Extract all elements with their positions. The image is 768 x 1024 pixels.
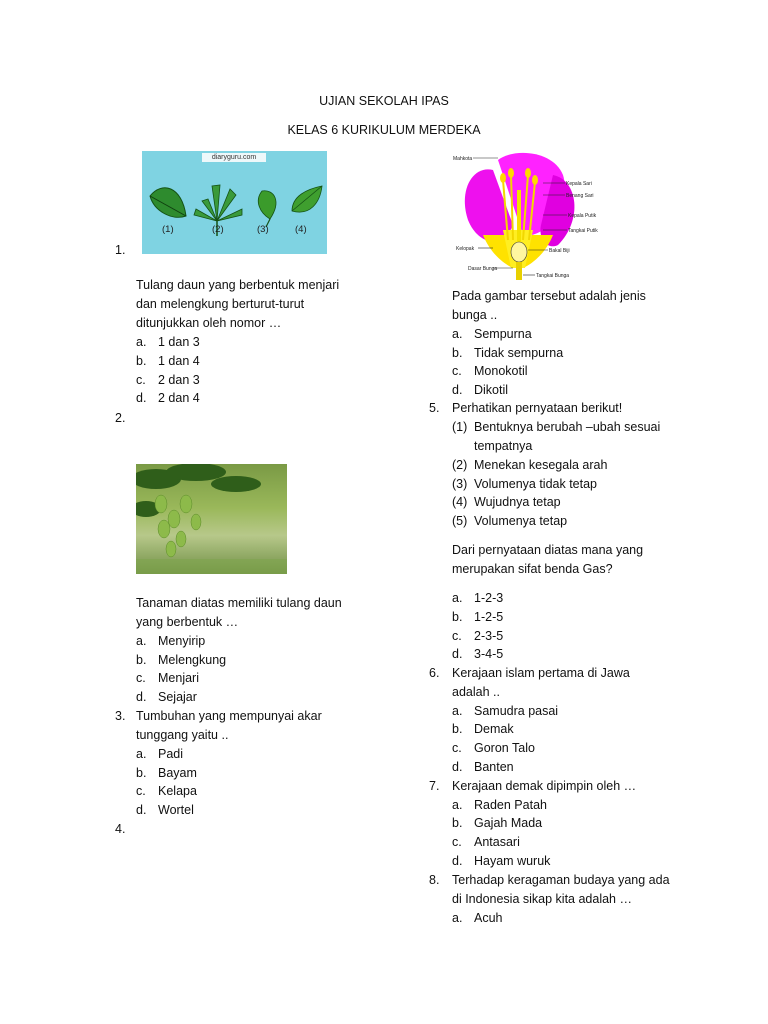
q1-option-letter: b. — [136, 354, 147, 368]
q7-option-letter: d. — [452, 854, 463, 868]
q5-option-text: 1-2-5 — [474, 610, 504, 624]
q8-option-text: Acuh — [474, 911, 503, 925]
q7-option-letter: a. — [452, 798, 463, 812]
q5-statement-text: Bentuknya berubah –ubah sesuai — [474, 420, 661, 434]
flower-label-tangkai-putik: Tangkai Putik — [568, 228, 598, 234]
q7-option-text: Antasari — [474, 835, 520, 849]
q1-text-line: dan melengkung berturut-turut — [136, 297, 305, 311]
q2-option-letter: a. — [136, 634, 147, 648]
q7-option-text: Gajah Mada — [474, 816, 543, 830]
q3-option-text: Padi — [158, 747, 184, 761]
leaf-label-2: (2) — [212, 224, 224, 235]
q4-number: 4. — [115, 822, 126, 836]
q2-option-letter: c. — [136, 671, 146, 685]
q4-option-text: Tidak sempurna — [474, 346, 564, 360]
q2-number: 2. — [115, 411, 126, 425]
flower-label-benang-sari: Benang Sari — [566, 193, 594, 199]
q7-text-line: Kerajaan demak dipimpin oleh … — [452, 779, 637, 793]
q6-text-line: Kerajaan islam pertama di Jawa — [452, 666, 630, 680]
leaf-label-1: (1) — [162, 224, 174, 235]
q3-option-text: Wortel — [158, 803, 194, 817]
q6-option-text: Demak — [474, 722, 514, 736]
q1-option-text: 1 dan 3 — [158, 335, 200, 349]
q6-option-letter: b. — [452, 722, 463, 736]
q5-statement-num: (1) — [452, 420, 468, 434]
q3-option-text: Kelapa — [158, 784, 197, 798]
q1-text-line: ditunjukkan oleh nomor … — [136, 316, 282, 330]
exam-title: UJIAN SEKOLAH IPAS — [319, 94, 449, 108]
q5-statement-text: Volumenya tetap — [474, 514, 568, 528]
q2-text-line: Tanaman diatas memiliki tulang daun — [136, 596, 342, 610]
q5-statement-text: Menekan kesegala arah — [474, 458, 608, 472]
q1-option-letter: a. — [136, 335, 147, 349]
q6-option-letter: c. — [452, 741, 462, 755]
watermark: diaryguru.com — [202, 153, 266, 162]
q2-option-letter: d. — [136, 690, 147, 704]
q5-text: Perhatikan pernyataan berikut! — [452, 401, 623, 415]
q2-option-text: Melengkung — [158, 653, 227, 667]
flower-label-kelopak: Kelopak — [456, 246, 475, 252]
q1-option-letter: d. — [136, 391, 147, 405]
q3-number: 3. — [115, 709, 126, 723]
q2-option-text: Sejajar — [158, 690, 197, 704]
q2-text-line: yang berbentuk … — [136, 615, 239, 629]
q2-option-text: Menjari — [158, 671, 199, 685]
q6-option-text: Banten — [474, 760, 514, 774]
q5-option-letter: a. — [452, 591, 463, 605]
q4-option-letter: b. — [452, 346, 463, 360]
flower-label-kepala-putik: Kepala Putik — [568, 213, 597, 219]
q1-option-text: 2 dan 4 — [158, 391, 200, 405]
flower-label-kepala-sari: Kepala Sari — [566, 181, 592, 187]
q4-option-text: Sempurna — [474, 327, 532, 341]
q4-text-line: bunga .. — [452, 308, 498, 322]
mango-tree-image — [136, 464, 287, 574]
q6-option-text: Samudra pasai — [474, 704, 559, 718]
q6-text-line: adalah .. — [452, 685, 500, 699]
q2-option-letter: b. — [136, 653, 147, 667]
q5-statement-text: Volumenya tidak tetap — [474, 477, 597, 491]
flower-diagram-image — [453, 150, 613, 280]
q5-question-line: merupakan sifat benda Gas? — [452, 562, 613, 576]
q5-number: 5. — [429, 401, 440, 415]
q8-option-letter: a. — [452, 911, 463, 925]
flower-label-dasar-bunga: Dasar Bunga — [468, 266, 498, 272]
flower-label-mahkota: Mahkota — [453, 156, 473, 162]
q5-statement-num: (4) — [452, 495, 468, 509]
leaf-types-image — [142, 151, 327, 254]
leaf-drawings — [142, 151, 327, 254]
q8-text-line: Terhadap keragaman budaya yang ada — [452, 873, 670, 887]
flower-label-bakal-biji: Bakal Biji — [549, 248, 570, 254]
q5-statement-text: Wujudnya tetap — [474, 495, 561, 509]
q3-text-line: tunggang yaitu .. — [136, 728, 229, 742]
q5-question-line: Dari pernyataan diatas mana yang — [452, 543, 644, 557]
q4-option-letter: d. — [452, 383, 463, 397]
q3-option-letter: a. — [136, 747, 147, 761]
q5-option-letter: c. — [452, 629, 462, 643]
q3-option-text: Bayam — [158, 766, 197, 780]
q5-option-text: 1-2-3 — [474, 591, 504, 605]
q5-statement-num: (5) — [452, 514, 468, 528]
q4-text-line: Pada gambar tersebut adalah jenis — [452, 289, 646, 303]
q5-option-letter: b. — [452, 610, 463, 624]
q3-option-letter: c. — [136, 784, 146, 798]
q2-option-text: Menyirip — [158, 634, 206, 648]
q8-text-line: di Indonesia sikap kita adalah … — [452, 892, 632, 906]
q4-option-text: Monokotil — [474, 364, 528, 378]
q6-number: 6. — [429, 666, 440, 680]
q6-option-text: Goron Talo — [474, 741, 535, 755]
q4-option-letter: a. — [452, 327, 463, 341]
leaf-label-4: (4) — [295, 224, 307, 235]
q3-text-line: Tumbuhan yang mempunyai akar — [136, 709, 322, 723]
q1-option-letter: c. — [136, 373, 146, 387]
q5-option-text: 2-3-5 — [474, 629, 504, 643]
q5-statement-num: (3) — [452, 477, 468, 491]
q5-option-letter: d. — [452, 647, 463, 661]
q4-option-text: Dikotil — [474, 383, 509, 397]
q1-text-line: Tulang daun yang berbentuk menjari — [136, 278, 340, 292]
q7-option-letter: b. — [452, 816, 463, 830]
q7-number: 7. — [429, 779, 440, 793]
q5-statement-num: (2) — [452, 458, 468, 472]
q1-option-text: 2 dan 3 — [158, 373, 200, 387]
q6-option-letter: d. — [452, 760, 463, 774]
q6-option-letter: a. — [452, 704, 463, 718]
q7-option-letter: c. — [452, 835, 462, 849]
q3-option-letter: b. — [136, 766, 147, 780]
q5-option-text: 3-4-5 — [474, 647, 504, 661]
q1-option-text: 1 dan 4 — [158, 354, 200, 368]
q1-number: 1. — [115, 243, 126, 257]
exam-subtitle: KELAS 6 KURIKULUM MERDEKA — [287, 123, 481, 137]
flower-label-tangkai-bunga: Tangkai Bunga — [536, 273, 570, 279]
q5-statement-text: tempatnya — [474, 439, 533, 453]
q4-option-letter: c. — [452, 364, 462, 378]
leaf-label-3: (3) — [257, 224, 269, 235]
q7-option-text: Hayam wuruk — [474, 854, 551, 868]
q8-number: 8. — [429, 873, 440, 887]
q3-option-letter: d. — [136, 803, 147, 817]
q7-option-text: Raden Patah — [474, 798, 547, 812]
